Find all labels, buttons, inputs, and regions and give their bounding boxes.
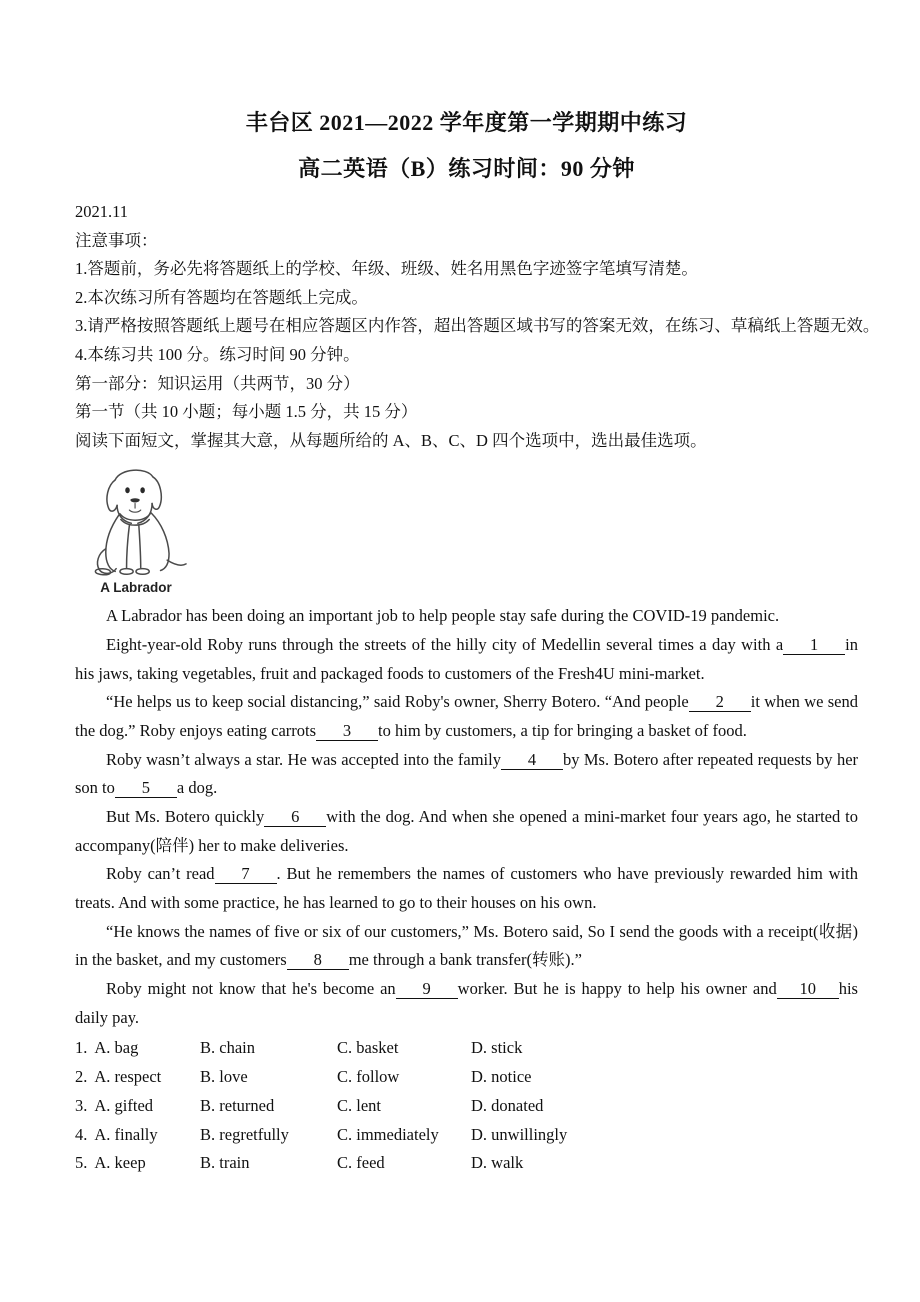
passage-text: with the dog. And when she opened a mini-market four years ago, he started to accompany(陪伴) her to make deliveries. (75, 806, 858, 855)
question-1-option-a (75, 1034, 200, 1063)
passage-text: A Labrador has been doing an important job to help people stay safe during the COVID-19 pandemic. (106, 606, 780, 626)
question-1-option-b: B. chain (200, 1038, 255, 1058)
passage-text: it when we send the dog.” Roby enjoys eating carrots (75, 692, 858, 740)
labrador-figure (80, 460, 192, 596)
passage-text: Eight-year-old Roby runs through the streets of the hilly city of Medellin several times a day with a (106, 635, 784, 654)
passage-text: worker. But he is happy to help his owner and (457, 978, 777, 998)
passage-paragraph-8 (75, 975, 858, 1032)
passage-paragraph-5 (75, 803, 858, 860)
cloze-blank-4: 4 (501, 750, 563, 770)
passage-paragraph-4 (75, 746, 858, 803)
question-number: 1. (75, 1038, 88, 1058)
passage-paragraph-1 (75, 602, 858, 631)
passage-text: to him by customers, a tip for bringing a basket of food. (378, 720, 747, 740)
question-2-option-d: D. notice (471, 1066, 532, 1086)
passage-text: But Ms. Botero quickly (106, 806, 265, 826)
question-5-option-b: B. train (200, 1153, 250, 1173)
note-item-4: 4.本练习共 100 分。练习时间 90 分钟。 (75, 344, 360, 364)
part1-heading: 第一部分：知识运用（共两节，30 分） (75, 373, 360, 393)
cloze-blank-8: 8 (287, 950, 349, 970)
cloze-blank-5: 5 (115, 778, 177, 798)
passage-paragraph-2 (75, 631, 858, 688)
question-5-option-c: C. feed (337, 1153, 385, 1173)
question-4-option-d: D. unwillingly (471, 1124, 568, 1144)
question-1-option-c: C. basket (337, 1038, 399, 1058)
passage-text: . But he remembers the names of customers who have previously rewarded him with treats. And with some practice, he has learned to go to their houses on his own. (75, 864, 858, 912)
cloze-blank-1: 1 (783, 635, 845, 655)
cloze-blank-10: 10 (777, 979, 839, 999)
passage-paragraph-7 (75, 918, 858, 975)
page-title: 丰台区 2021—2022 学年度第一学期期中练习 (245, 110, 688, 135)
cloze-blank-9: 9 (396, 979, 458, 999)
option-label: A. keep (94, 1153, 146, 1173)
question-5-option-a (75, 1149, 200, 1178)
preamble (75, 198, 880, 455)
passage-paragraph-3 (75, 688, 858, 745)
question-number: 5. (75, 1153, 88, 1173)
page-subtitle: 高二英语（B）练习时间：90 分钟 (298, 156, 635, 181)
passage-text: Roby wasn’t always a star. He was accepted into the family (106, 749, 501, 769)
question-4-option-c: C. immediately (337, 1124, 439, 1144)
question-3-option-c: C. lent (337, 1095, 381, 1115)
question-list (75, 1034, 858, 1178)
passage-text: “He knows the names of five or six of our customers,” Ms. Botero said, So I send the goods with a receipt(收据) in the basket, and my customers (75, 921, 858, 970)
passage-paragraph-6 (75, 860, 858, 917)
section1-heading: 第一节（共 10 小题；每小题 1.5 分，共 15 分） (75, 402, 418, 422)
passage-text: “He helps us to keep social distancing,” said Roby's owner, Sherry Botero. “And people (106, 692, 689, 712)
question-number: 4. (75, 1124, 88, 1144)
note-item-3: 3.请严格按照答题纸上题号在相应答题区内作答，超出答题区域书写的答案无效，在练习、草稿纸上答题无效。 (75, 316, 880, 336)
exam-date: 2021.11 (75, 202, 129, 221)
question-1-option-d: D. stick (471, 1038, 523, 1058)
passage-text: in his jaws, taking vegetables, fruit and packaged foods to customers of the Fresh4U mini-market. (75, 635, 858, 683)
passage-text: Roby can’t read (106, 864, 215, 884)
question-5-option-d: D. walk (471, 1153, 524, 1173)
cloze-blank-2: 2 (689, 692, 751, 712)
question-number: 3. (75, 1095, 88, 1115)
passage-text: a dog. (176, 778, 218, 798)
question-2-option-c: C. follow (337, 1066, 400, 1086)
cloze-blank-7: 7 (215, 864, 277, 884)
question-row-2 (75, 1063, 858, 1092)
option-label: A. respect (94, 1066, 162, 1086)
note-item-2: 2.本次练习所有答题均在答题纸上完成。 (75, 287, 368, 307)
note-item-1: 1.答题前，务必先将答题纸上的学校、年级、班级、姓名用黑色字迹签字笔填写清楚。 (75, 259, 698, 279)
option-label: A. bag (94, 1038, 139, 1058)
option-label: A. finally (94, 1124, 158, 1144)
question-3-option-b: B. returned (200, 1095, 275, 1115)
labrador-illustration (83, 460, 189, 579)
question-number: 2. (75, 1066, 88, 1086)
question-3-option-a (75, 1092, 200, 1121)
question-4-option-a (75, 1121, 200, 1150)
passage-text: Roby might not know that he's become an (106, 978, 396, 998)
question-2-option-b: B. love (200, 1066, 248, 1086)
passage-text: me through a bank transfer(转账).” (348, 950, 582, 970)
question-3-option-d: D. donated (471, 1095, 544, 1115)
passage-text: by Ms. Botero after repeated requests by her son to (75, 749, 859, 798)
cloze-instruction: 阅读下面短文，掌握其大意，从每题所给的 A、B、C、D 四个选项中，选出最佳选项。 (75, 430, 707, 450)
question-2-option-a (75, 1063, 200, 1092)
question-row-1 (75, 1034, 858, 1063)
cloze-passage (75, 602, 858, 1032)
question-4-option-b: B. regretfully (200, 1124, 289, 1144)
passage-text: his daily pay. (75, 978, 858, 1027)
cloze-blank-3: 3 (316, 721, 378, 741)
question-row-3 (75, 1092, 858, 1121)
option-label: A. gifted (94, 1095, 154, 1115)
question-row-4 (75, 1121, 858, 1150)
figure-caption: A Labrador (100, 580, 172, 596)
cloze-blank-6: 6 (264, 807, 326, 827)
question-row-5 (75, 1149, 858, 1178)
notes-heading: 注意事项： (75, 230, 158, 250)
